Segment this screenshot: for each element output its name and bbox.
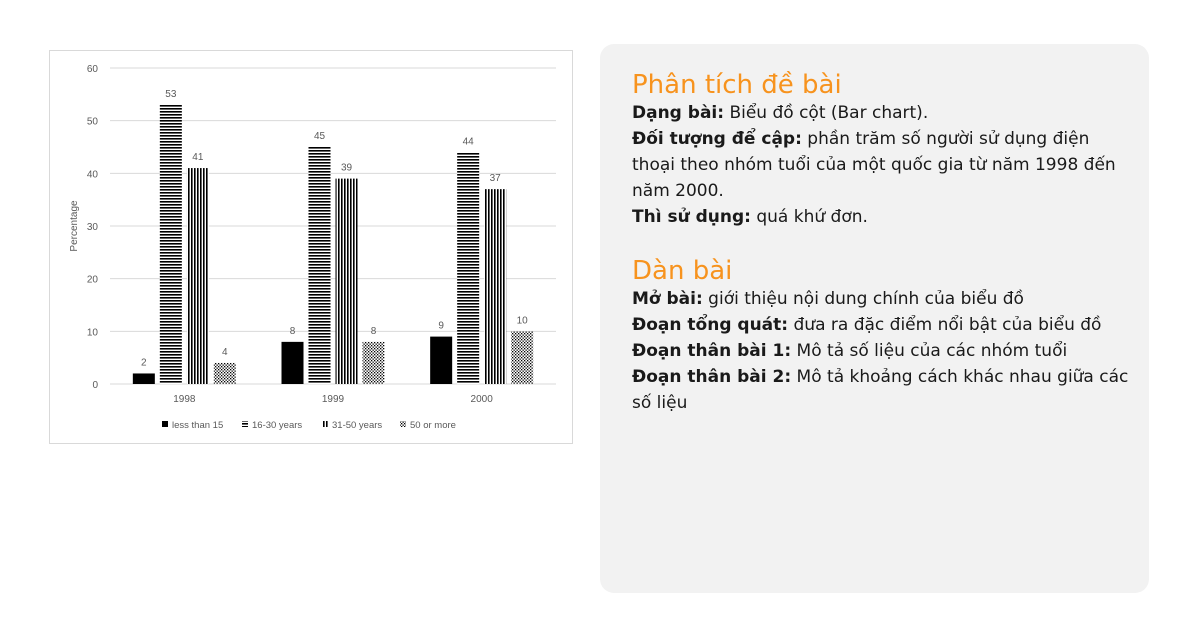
analysis-line-tense bbox=[632, 204, 1132, 230]
analysis-line-subject-text: phần trăm số người sử dụng điện thoại theo nhóm tuổi của một quốc gia từ năm 1998 đến năm 2000. bbox=[632, 129, 1116, 201]
bar bbox=[187, 168, 209, 384]
outline-line-body1-text: Mô tả số liệu của các nhóm tuổi bbox=[791, 341, 1068, 361]
y-tick-label: 0 bbox=[92, 380, 98, 391]
outline-line-intro bbox=[632, 286, 1132, 312]
outline-line-body2-text: Mô tả khoảng cách khác nhau giữa các số liệu bbox=[632, 367, 1129, 413]
analysis-line-type-text: Biểu đồ cột (Bar chart). bbox=[724, 103, 929, 123]
data-label: 4 bbox=[222, 346, 228, 358]
outline-line-body1 bbox=[632, 338, 1132, 364]
legend-label: 31-50 years bbox=[332, 420, 383, 431]
analysis-line-type bbox=[632, 100, 1132, 126]
legend-label: less than 15 bbox=[172, 420, 224, 431]
bar bbox=[457, 152, 479, 384]
outline-line-overview bbox=[632, 312, 1132, 338]
analysis-panel bbox=[600, 44, 1149, 593]
analysis-title: Phân tích đề bài bbox=[632, 70, 842, 100]
outline-line-body2 bbox=[632, 364, 1132, 416]
bar bbox=[309, 147, 331, 384]
legend-swatch bbox=[242, 421, 248, 427]
y-tick-label: 50 bbox=[86, 116, 98, 128]
chart-frame bbox=[49, 50, 573, 444]
analysis-line-tense-text: quá khứ đơn. bbox=[750, 207, 868, 227]
legend-swatch bbox=[162, 421, 168, 427]
bar bbox=[160, 105, 182, 384]
data-label: 37 bbox=[489, 173, 501, 185]
outline-title: Dàn bài bbox=[632, 256, 733, 286]
bar bbox=[282, 342, 304, 384]
outline-line-intro-label: Mở bài: bbox=[632, 289, 703, 309]
y-tick-label: 10 bbox=[86, 327, 98, 339]
y-axis-title: Percentage bbox=[69, 200, 80, 252]
legend-label: 16-30 years bbox=[252, 420, 303, 431]
legend-label: 50 or more bbox=[410, 420, 456, 431]
data-label: 2 bbox=[141, 357, 147, 369]
outline-line-body1-label: Đoạn thân bài 1: bbox=[632, 341, 792, 361]
bar-chart bbox=[50, 51, 572, 443]
data-label: 44 bbox=[462, 136, 474, 148]
bar bbox=[511, 331, 533, 384]
outline-line-overview-label: Đoạn tổng quát: bbox=[632, 315, 789, 335]
data-label: 39 bbox=[340, 162, 353, 174]
y-tick-label: 30 bbox=[86, 222, 98, 233]
outline-line-intro-text: giới thiệu nội dung chính của biểu đồ bbox=[702, 289, 1024, 309]
analysis-line-subject-label: Đối tượng để cập: bbox=[632, 129, 802, 149]
legend-swatch bbox=[400, 421, 406, 427]
analysis-line-type-label: Dạng bài: bbox=[632, 103, 725, 123]
data-label: 8 bbox=[370, 325, 377, 337]
data-label: 10 bbox=[516, 315, 528, 327]
outline-line-body2-label: Đoạn thân bài 2: bbox=[632, 367, 792, 387]
analysis-line-subject bbox=[632, 126, 1132, 204]
legend-swatch bbox=[322, 421, 328, 427]
y-tick-label: 40 bbox=[86, 169, 98, 181]
data-label: 9 bbox=[438, 320, 444, 332]
x-tick-label: 1999 bbox=[321, 394, 345, 405]
bar bbox=[214, 363, 236, 384]
y-tick-label: 20 bbox=[86, 274, 98, 286]
x-tick-label: 1998 bbox=[173, 394, 196, 405]
bar bbox=[133, 373, 155, 384]
bar bbox=[484, 189, 506, 384]
data-label: 45 bbox=[313, 131, 326, 142]
outline-line-overview-text: đưa ra đặc điểm nổi bật của biểu đồ bbox=[788, 315, 1102, 335]
analysis-line-tense-label: Thì sử dụng: bbox=[632, 207, 751, 227]
x-tick-label: 2000 bbox=[470, 394, 493, 405]
data-label: 53 bbox=[165, 88, 177, 100]
bar bbox=[336, 179, 358, 384]
data-label: 41 bbox=[192, 152, 204, 164]
data-label: 8 bbox=[289, 325, 296, 337]
y-tick-label: 60 bbox=[86, 64, 98, 75]
bar bbox=[363, 342, 385, 384]
bar bbox=[430, 337, 452, 384]
